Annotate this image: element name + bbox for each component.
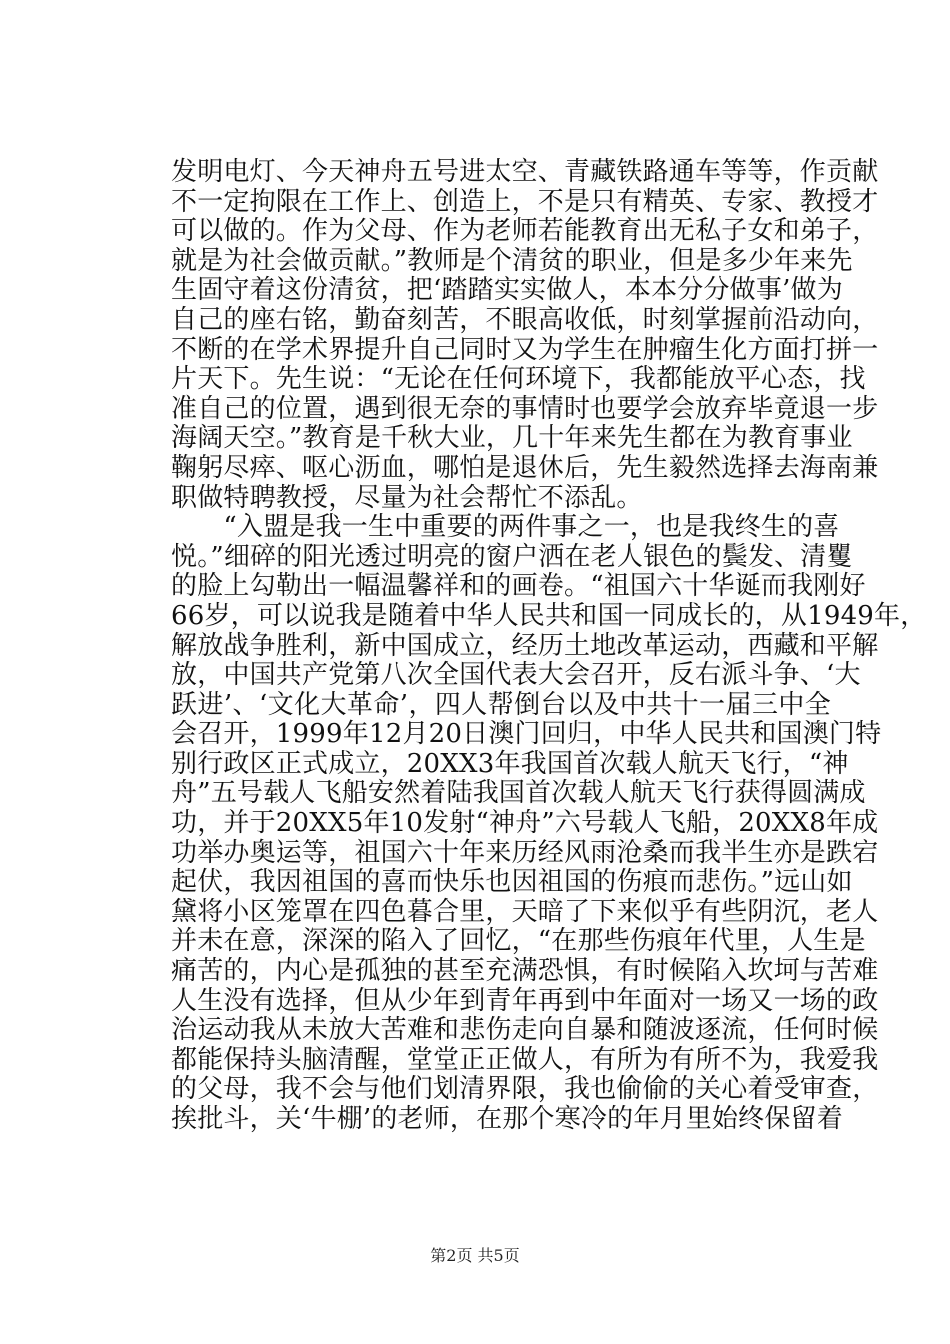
text-line: 发明电灯、今天神舟五号进太空、青藏铁路通车等等，作贡献 bbox=[171, 157, 879, 187]
text-line: 功举办奥运等，祖国六十年来历经风雨沧桑而我半生亦是跌宕 bbox=[171, 837, 879, 868]
text-line: 并未在意，深深的陷入了回忆，“在那些伤痕年代里，人生是 bbox=[171, 926, 866, 957]
text-line: 会召开，1999年12月20日澳门回归，中华人民共和国澳门特 bbox=[171, 719, 882, 750]
text-line: 都能保持头脑清醒，堂堂正正做人，有所为有所不为，我爱我 bbox=[171, 1044, 879, 1075]
text-line: 痛苦的，内心是孤独的甚至充满恐惧，有时候陷入坎坷与苦难 bbox=[171, 956, 879, 987]
text-line: 不一定拘限在工作上、创造上，不是只有精英、专家、教授才 bbox=[171, 186, 879, 217]
text-line: 准自己的位置，遇到很无奈的事情时也要学会放弃毕竟退一步 bbox=[171, 393, 879, 424]
text-line: 别行政区正式成立，20XX3年我国首次载人航天飞行，“神 bbox=[171, 748, 849, 779]
text-line: 舟”五号载人飞船安然着陆我国首次载人航天飞行获得圆满成 bbox=[171, 778, 866, 809]
text-line: 起伏，我因祖国的喜而快乐也因祖国的伤痕而悲伤。”远山如 bbox=[171, 867, 853, 898]
text-line: 海阔天空。”教育是千秋大业，几十年来先生都在为教育事业 bbox=[171, 423, 853, 454]
text-line: 的父母，我不会与他们划清界限，我也偷偷的关心着受审查， bbox=[171, 1074, 879, 1105]
text-line: 放，中国共产党第八次全国代表大会召开，反右派斗争、‘大 bbox=[171, 660, 861, 691]
text-line: 功，并于20XX5年10发射“神舟”六号载人飞船，20XX8年成 bbox=[171, 808, 879, 839]
text-line: 不断的在学术界提升自己同时又为学生在肿瘤生化方面打拼一 bbox=[171, 334, 879, 365]
text-line: 的脸上勾勒出一幅温馨祥和的画卷。“祖国六十华诞而我刚好 bbox=[171, 571, 866, 602]
text-line: 挨批斗，关‘牛棚’的老师，在那个寒冷的年月里始终保留着 bbox=[171, 1104, 843, 1134]
body-text bbox=[171, 157, 927, 1135]
text-line: 黛将小区笼罩在四色暮合里，天暗了下来似乎有些阴沉，老人 bbox=[171, 896, 879, 927]
text-line: “入盟是我一生中重要的两件事之一，也是我终生的喜 bbox=[171, 512, 840, 543]
text-line: 可以做的。作为父母、作为老师若能教育出无私子女和弟子， bbox=[171, 216, 879, 247]
text-line: 职做特聘教授，尽量为社会帮忙不添乱。 bbox=[171, 482, 643, 513]
text-line: 生固守着这份清贫，把‘踏踏实实做人，本本分分做事’做为 bbox=[171, 275, 843, 306]
text-line: 就是为社会做贡献。”教师是个清贫的职业，但是多少年来先 bbox=[171, 245, 853, 276]
text-line: 片天下。先生说：“无论在任何环境下，我都能放平心态，找 bbox=[171, 364, 866, 395]
text-line: 自己的座右铭，勤奋刻苦，不眼高收低，时刻掌握前沿动向， bbox=[171, 304, 879, 335]
text-line: 解放战争胜利，新中国成立，经历土地改革运动，西藏和平解 bbox=[171, 630, 879, 661]
page-footer: 第2页 共5页 bbox=[430, 1246, 520, 1265]
text-line: 鞠躬尽瘁、呕心沥血，哪怕是退休后，先生毅然选择去海南兼 bbox=[171, 452, 879, 483]
text-line: 治运动我从未放大苦难和悲伤走向自暴和随波逐流，任何时候 bbox=[171, 1015, 879, 1046]
text-line: 悦。”细碎的阳光透过明亮的窗户洒在老人银色的鬓发、清矍 bbox=[171, 541, 853, 572]
text-line: 人生没有选择，但从少年到青年再到中年面对一场又一场的政 bbox=[171, 985, 879, 1016]
text-line: 66岁，可以说我是随着中华人民共和国一同成长的，从1949年， bbox=[171, 600, 927, 631]
text-line: 跃进’、‘文化大革命’，四人帮倒台以及中共十一届三中全 bbox=[171, 689, 831, 720]
